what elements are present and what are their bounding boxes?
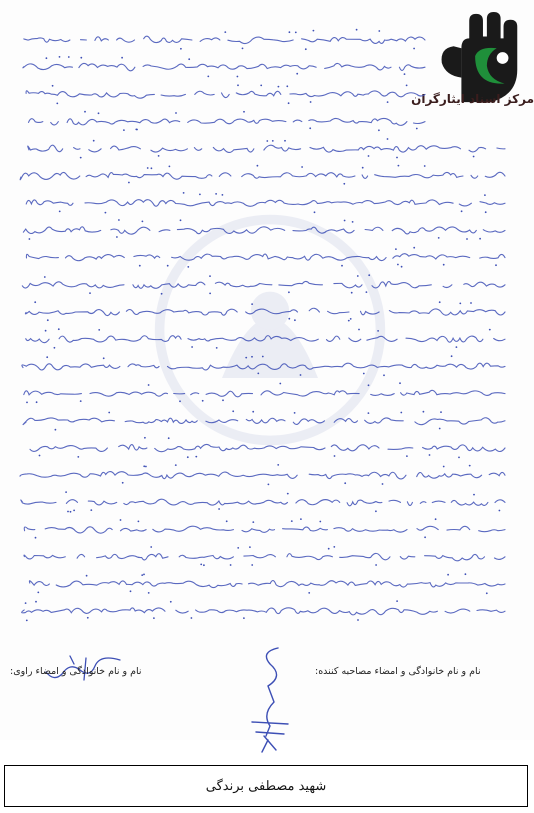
handwriting-line	[21, 499, 505, 506]
handwriting-dot	[368, 412, 370, 414]
handwriting-dot	[310, 101, 312, 103]
handwriting-dot	[357, 619, 359, 621]
handwriting-line	[20, 472, 505, 479]
handwriting-dot	[314, 211, 316, 213]
handwriting-line	[26, 91, 425, 98]
handwriting-dot	[237, 547, 239, 549]
handwriting-line	[26, 200, 505, 207]
caption-box	[4, 765, 528, 807]
handwriting-line	[24, 553, 505, 560]
handwriting-dot	[387, 101, 389, 103]
handwriting-dot	[251, 356, 253, 358]
handwriting-dot	[413, 247, 415, 249]
handwriting-dot	[288, 291, 290, 293]
handwriting-dot	[130, 590, 132, 592]
handwriting-dot	[34, 301, 36, 303]
handwriting-line	[29, 581, 505, 588]
handwriting-dot	[218, 508, 220, 510]
handwriting-dot	[438, 237, 440, 239]
handwriting-dot	[226, 520, 228, 522]
handwriting-dot	[179, 400, 181, 402]
handwriting-dot	[44, 276, 46, 278]
handwriting-dot	[378, 129, 380, 131]
handwriting-dot	[150, 546, 152, 548]
handwriting-dot	[439, 428, 441, 430]
handwriting-dot	[25, 602, 27, 604]
handwriting-line	[23, 227, 505, 234]
handwriting-dot	[144, 437, 146, 439]
handwriting-line	[29, 118, 426, 125]
handwriting-dot	[272, 140, 274, 142]
handwriting-dot	[68, 56, 70, 58]
handwriting-dot	[350, 318, 352, 320]
handwriting-line	[24, 390, 505, 396]
handwriting-dot	[443, 264, 445, 266]
handwriting-dot	[243, 111, 245, 113]
handwriting-dot	[443, 466, 445, 468]
handwriting-dot	[199, 194, 201, 196]
handwriting-dot	[35, 537, 37, 539]
handwriting-dot	[67, 511, 69, 513]
handwriting-dot	[73, 510, 75, 512]
handwriting-dot	[341, 265, 343, 267]
handwriting-dot	[46, 57, 48, 59]
handwriting-line	[22, 363, 505, 370]
handwriting-dot	[268, 484, 270, 486]
handwriting-dot	[249, 546, 251, 548]
handwriting-dot	[175, 464, 177, 466]
handwriting-dot	[180, 219, 182, 221]
handwriting-dot	[158, 155, 160, 157]
handwriting-dot	[90, 509, 92, 511]
handwriting-line	[22, 608, 505, 615]
handwriting-dot	[300, 518, 302, 520]
handwriting-line	[28, 145, 505, 152]
handwriting-dot	[368, 384, 370, 386]
handwriting-dot	[286, 85, 288, 87]
handwriting-dot	[257, 373, 259, 375]
handwriting-dot	[35, 601, 37, 603]
handwriting-dot	[200, 564, 202, 566]
handwriting-dot	[54, 347, 56, 349]
handwriting-dot	[65, 491, 67, 493]
handwriting-dot	[209, 275, 211, 277]
handwriting-dot	[489, 329, 491, 331]
handwriting-dot	[458, 457, 460, 459]
handwriting-dot	[495, 264, 497, 266]
handwriting-dot	[187, 266, 189, 268]
handwriting-dot	[167, 265, 169, 267]
handwriting-dot	[278, 86, 280, 88]
handwriting-dot	[243, 617, 245, 619]
handwriting-dot	[108, 412, 110, 414]
martyr-name-caption: شهید مصطفی برندگی	[205, 778, 327, 794]
handwriting-dot	[98, 329, 100, 331]
handwriting-dot	[98, 112, 100, 114]
handwriting-dot	[287, 493, 289, 495]
handwriting-dot	[202, 400, 204, 402]
handwriting-dot	[136, 129, 138, 131]
handwriting-dot	[305, 48, 307, 50]
handwriting-line	[30, 444, 505, 451]
handwriting-dot	[147, 167, 149, 169]
handwriting-dot	[89, 292, 91, 294]
handwriting-dot	[447, 574, 449, 576]
handwriting-dot	[352, 221, 354, 223]
handwriting-dot	[70, 511, 72, 513]
handwriting-dot	[86, 575, 88, 577]
handwriting-dot	[145, 466, 147, 468]
handwriting-dot	[397, 264, 399, 266]
handwriting-dot	[187, 456, 189, 458]
handwriting-dot	[47, 319, 49, 321]
handwriting-dot	[291, 520, 293, 522]
handwriting-dot	[416, 128, 418, 130]
handwriting-dot	[183, 192, 185, 194]
handwriting-dot	[400, 412, 402, 414]
handwriting-dot	[473, 494, 475, 496]
handwriting-dot	[118, 219, 120, 221]
handwriting-dot	[300, 374, 302, 376]
handwriting-line	[23, 418, 505, 425]
handwriting-dot	[399, 382, 401, 384]
handwriting-dot	[309, 127, 311, 129]
handwriting-dot	[368, 155, 370, 157]
handwriting-dot	[148, 384, 150, 386]
handwriting-dot	[207, 76, 209, 78]
narrator-signature-label: نام و نام خانوادگی و امضاء راوی:	[10, 666, 142, 677]
handwriting-dot	[139, 265, 141, 267]
handwriting-dot	[191, 346, 193, 348]
handwriting-dot	[295, 32, 297, 34]
handwriting-line	[25, 308, 505, 315]
handwriting-line	[22, 281, 505, 288]
handwriting-dot	[343, 183, 345, 185]
handwriting-dot	[358, 329, 360, 331]
handwriting-dot	[465, 573, 467, 575]
handwriting-dot	[279, 383, 281, 385]
handwriting-dot	[168, 437, 170, 439]
handwriting-dot	[363, 373, 365, 375]
handwriting-dot	[245, 357, 247, 359]
handwriting-dot	[348, 320, 350, 322]
handwriting-dot	[116, 236, 118, 238]
handwriting-dot	[440, 411, 442, 413]
handwriting-dot	[466, 238, 468, 240]
handwriting-dot	[387, 138, 389, 140]
handwriting-dot	[222, 399, 224, 401]
handwriting-dot	[333, 546, 335, 548]
handwriting-dot	[328, 548, 330, 550]
handwriting-dot	[499, 510, 501, 512]
handwriting-dot	[216, 347, 218, 349]
handwriting-dot	[357, 275, 359, 277]
handwriting-dot	[141, 574, 143, 576]
handwriting-dot	[319, 521, 321, 523]
handwriting-dot	[334, 455, 336, 457]
handwriting-dot	[351, 292, 353, 294]
handwriting-dot	[121, 57, 123, 59]
handwriting-dot	[237, 76, 239, 78]
handwriting-dot	[148, 592, 150, 594]
handwriting-dot	[87, 617, 89, 619]
handwriting-dot	[59, 56, 61, 58]
handwriting-dot	[222, 194, 224, 196]
handwriting-dot	[252, 411, 254, 413]
handwriting-line	[26, 336, 505, 343]
handwriting-dot	[473, 156, 475, 158]
handwriting-dot	[180, 48, 182, 50]
handwriting-dot	[301, 166, 303, 168]
handwriting-dot	[296, 73, 298, 75]
handwriting-dot	[128, 182, 130, 184]
handwriting-dot	[383, 374, 385, 376]
handwriting-dot	[344, 220, 346, 222]
handwriting-dot	[378, 30, 380, 32]
handwriting-dot	[37, 592, 39, 594]
handwriting-dot	[77, 456, 79, 458]
handwriting-dot	[344, 482, 346, 484]
handwriting-dot	[395, 248, 397, 250]
handwriting-dot	[209, 293, 211, 295]
handwriting-dot	[469, 465, 471, 467]
handwriting-dot	[313, 30, 315, 32]
handwriting-dot	[215, 193, 217, 195]
handwriting-dot	[257, 165, 259, 167]
handwriting-dot	[52, 85, 54, 87]
handwriting-dot	[123, 129, 125, 131]
handwriting-dot	[143, 574, 145, 576]
handwriting-dot	[404, 73, 406, 75]
handwriting-dot	[439, 301, 441, 303]
handwriting-dot	[479, 238, 481, 240]
handwriting-dot	[153, 617, 155, 619]
handwriting-dot	[396, 600, 398, 602]
handwriting-dot	[237, 84, 239, 86]
interviewer-signature	[240, 640, 300, 760]
handwriting-dot	[435, 518, 437, 520]
handwriting-dot	[80, 400, 82, 402]
handwriting-dot	[230, 564, 232, 566]
handwriting-dot	[105, 212, 107, 214]
handwriting-dot	[398, 165, 400, 167]
handwriting-dot	[377, 330, 379, 332]
handwriting-dot	[39, 455, 41, 457]
handwriting-dot	[260, 85, 262, 87]
handwriting-dot	[138, 521, 140, 523]
handwriting-dot	[289, 31, 291, 33]
handwriting-dot	[29, 238, 31, 240]
handwriting-dot	[58, 328, 60, 330]
handwriting-dot	[382, 483, 384, 485]
handwriting-dot	[142, 221, 144, 223]
handwriting-dot	[170, 601, 172, 603]
handwriting-dot	[459, 303, 461, 305]
handwriting-dot	[262, 356, 264, 358]
handwriting-dot	[46, 356, 48, 358]
handwriting-dot	[294, 319, 296, 321]
handwriting-dot	[486, 592, 488, 594]
handwriting-dot	[423, 411, 425, 413]
handwriting-dot	[461, 210, 463, 212]
handwriting-dot	[203, 564, 205, 566]
handwriting-line	[24, 36, 425, 43]
handwriting-dot	[424, 536, 426, 538]
handwriting-line	[23, 63, 425, 70]
handwriting-dot	[429, 454, 431, 456]
handwriting-dot	[366, 291, 368, 293]
handwriting-dot	[188, 58, 190, 60]
handwriting-dot	[26, 402, 28, 404]
handwriting-dot	[161, 293, 163, 295]
handwriting-dot	[59, 211, 61, 213]
handwriting-dot	[175, 112, 177, 114]
handwriting-dot	[485, 211, 487, 213]
handwriting-dot	[401, 266, 403, 268]
handwriting-dot	[356, 29, 358, 31]
handwriting-dot	[406, 85, 408, 87]
handwriting-dot	[308, 592, 310, 594]
handwriting-dot	[80, 157, 82, 159]
handwriting-dot	[288, 102, 290, 104]
handwriting-dot	[288, 318, 290, 320]
handwriting-dot	[362, 167, 364, 169]
handwriting-dot	[484, 194, 486, 196]
handwriting-dot	[406, 455, 408, 457]
handwriting-dot	[45, 330, 47, 332]
handwriting-dot	[56, 103, 58, 105]
handwriting-dot	[169, 166, 171, 168]
handwriting-dot	[284, 140, 286, 142]
handwriting-dot	[252, 521, 254, 523]
handwriting-dot	[451, 355, 453, 357]
handwriting-dot	[120, 519, 122, 521]
handwriting-dot	[84, 111, 86, 113]
handwriting-dot	[251, 303, 253, 305]
handwriting-line	[26, 254, 505, 261]
handwriting-dot	[224, 31, 226, 33]
handwriting-dot	[26, 620, 28, 622]
handwriting-line	[20, 172, 505, 179]
handwriting-dot	[375, 510, 377, 512]
handwriting-dot	[375, 564, 377, 566]
handwriting-dot	[143, 465, 145, 467]
handwriting-dot	[266, 140, 268, 142]
handwriting-dot	[242, 48, 244, 50]
handwriting-dot	[424, 165, 426, 167]
handwriting-dot	[195, 456, 197, 458]
publisher-name: مرکز اسناد ایثارگران	[411, 92, 534, 106]
handwriting-dot	[93, 140, 95, 142]
handwriting-dot	[103, 357, 105, 359]
handwriting-line	[24, 526, 505, 533]
handwriting-dot	[470, 302, 472, 304]
handwriting-dot	[251, 564, 253, 566]
interviewer-signature-label: نام و نام خانوادگی و امضاء مصاحبه کننده:	[315, 666, 481, 677]
handwriting-dot	[55, 429, 57, 431]
handwriting-dot	[294, 412, 296, 414]
handwriting-dot	[122, 482, 124, 484]
handwriting-dot	[36, 401, 38, 403]
handwriting-dot	[396, 157, 398, 159]
handwriting-dot	[232, 410, 234, 412]
handwriting-dot	[80, 57, 82, 59]
handwriting-dot	[191, 617, 193, 619]
handwriting-dot	[277, 464, 279, 466]
handwriting-dot	[456, 346, 458, 348]
handwriting-dot	[368, 274, 370, 276]
handwriting-dot	[151, 167, 153, 169]
handwriting-dot	[413, 48, 415, 50]
